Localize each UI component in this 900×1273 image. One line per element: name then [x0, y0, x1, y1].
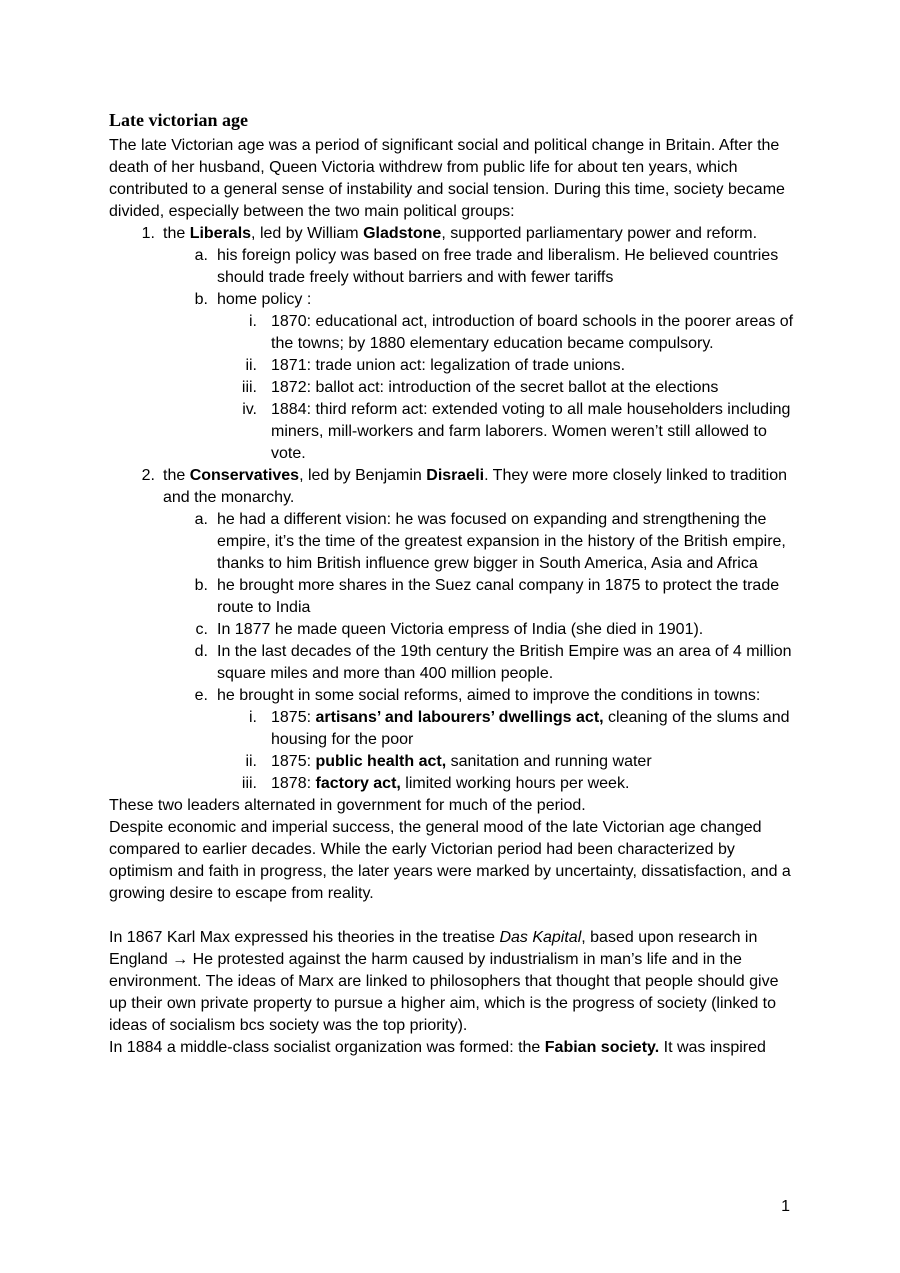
paragraph-fabian: In 1884 a middle-class socialist organization was formed: the Fabian society. It was inspired	[109, 1039, 766, 1056]
list-marker: d.	[194, 643, 208, 660]
blank-line	[109, 905, 799, 927]
list-item-disraeli-point: a. he had a different vision: he was focused on expanding and strengthening the empire, it’s the time of the greatest expansion in the history of the British empire, thanks to him British influence grew bigger in South America, Asia and Africa	[109, 509, 799, 575]
list-marker: 2.	[141, 467, 155, 484]
paragraph-alternated: These two leaders alternated in government for much of the period.	[109, 797, 586, 814]
list-marker: iii.	[241, 379, 257, 396]
party-name: Conservatives	[189, 467, 300, 484]
list-marker: i.	[249, 313, 257, 330]
paragraph-mood: Despite economic and imperial success, the general mood of the late Victorian age changed compared to earlier decades. While the early Victorian period had been characterized by optimism and faith in progress, the later years were marked by uncertainty, dissatisfaction, and a growing desire to escape from reality.	[109, 819, 791, 902]
book-title: Das Kapital	[499, 929, 582, 946]
list-item-conservatives: 2. the Conservatives, led by Benjamin Disraeli. They were more closely linked to tradition and the monarchy.	[109, 465, 799, 509]
paragraph-marx: In 1867 Karl Max expressed his theories in the treatise Das Kapital, based upon research in England → He protested against the harm caused by industrialism in man’s life and in the environment. The ideas of Marx are linked to philosophers that thought that people should give up their own private property to pursue a higher aim, which is the progress of society (linked to ideas of socialism bcs society was the top priority).	[109, 929, 779, 1034]
list-marker: a.	[194, 511, 208, 528]
page-title: Late victorian age	[109, 110, 248, 130]
list-item-foreign-policy: a. his foreign policy was based on free trade and liberalism. He believed countries should trade freely without barriers and with fewer tariffs	[109, 245, 799, 289]
list-marker: e.	[194, 687, 208, 704]
page-number: 1	[781, 1198, 790, 1215]
list-marker: i.	[249, 709, 257, 726]
list-item-disraeli-point: e. he brought in some social reforms, aimed to improve the conditions in towns:	[109, 685, 799, 707]
list-marker: ii.	[245, 357, 257, 374]
list-item-act: iv. 1884: third reform act: extended voting to all male householders including miners, mill-workers and farm laborers. Women weren’t still allowed to vote.	[109, 399, 799, 465]
list-marker: ii.	[245, 753, 257, 770]
society-name: Fabian society.	[544, 1039, 660, 1056]
list-item-disraeli-point: d. In the last decades of the 19th century the British Empire was an area of 4 million square miles and more than 400 million people.	[109, 641, 799, 685]
act-name: artisans’ and labourers’ dwellings act,	[315, 709, 604, 726]
list-item-act: iii. 1872: ballot act: introduction of the secret ballot at the elections	[109, 377, 799, 399]
document-body	[109, 108, 799, 1059]
act-name: factory act,	[315, 775, 401, 792]
list-item-reform: ii. 1875: public health act, sanitation and running water	[109, 751, 799, 773]
list-item-home-policy: b. home policy :	[109, 289, 799, 311]
party-name: Liberals	[189, 225, 252, 242]
list-item-liberals: 1. the Liberals, led by William Gladstone, supported parliamentary power and reform.	[109, 223, 799, 245]
act-name: public health act,	[315, 753, 447, 770]
list-item-reform: iii. 1878: factory act, limited working hours per week.	[109, 773, 799, 795]
intro-paragraph: The late Victorian age was a period of significant social and political change in Britain. After the death of her husband, Queen Victoria withdrew from public life for about ten years, which contributed to a general sense of instability and social tension. During this time, society became divided, especially between the two main political groups:	[109, 137, 785, 220]
list-marker: b.	[194, 291, 208, 308]
list-marker: c.	[195, 621, 208, 638]
list-marker: 1.	[141, 225, 155, 242]
list-marker: a.	[194, 247, 208, 264]
list-marker: b.	[194, 577, 208, 594]
leader-name: Disraeli	[426, 467, 485, 484]
list-item-disraeli-point: c. In 1877 he made queen Victoria empress of India (she died in 1901).	[109, 619, 799, 641]
list-marker: iii.	[241, 775, 257, 792]
list-item-reform: i. 1875: artisans’ and labourers’ dwellings act, cleaning of the slums and housing for the poor	[109, 707, 799, 751]
list-item-disraeli-point: b. he brought more shares in the Suez canal company in 1875 to protect the trade route to India	[109, 575, 799, 619]
leader-name: Gladstone	[363, 225, 442, 242]
list-item-act: i. 1870: educational act, introduction of board schools in the poorer areas of the towns; by 1880 elementary education became compulsory.	[109, 311, 799, 355]
list-marker: iv.	[242, 401, 257, 418]
list-item-act: ii. 1871: trade union act: legalization of trade unions.	[109, 355, 799, 377]
